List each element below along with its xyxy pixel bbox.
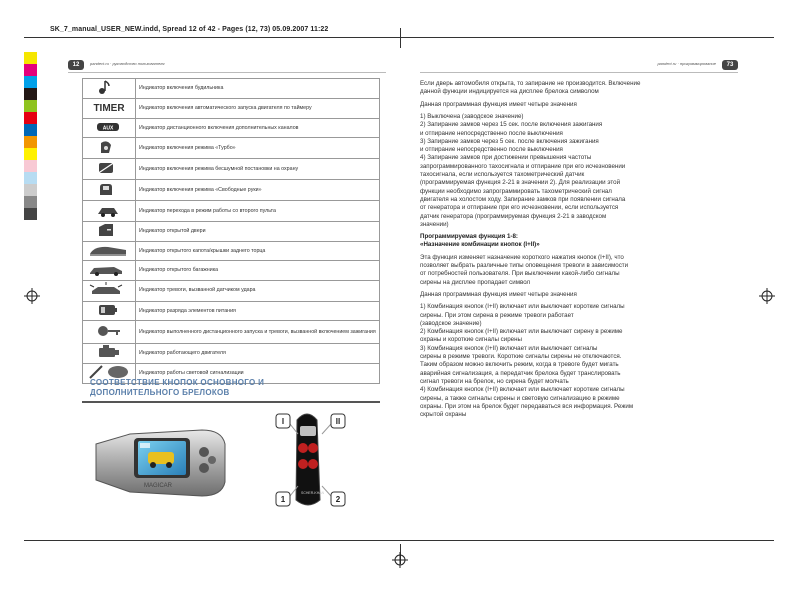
hands-free-icon (95, 181, 123, 200)
indicator-description: Индикатор выполненного дистанционного запуска и тревоги, вызванной включением зажигания (136, 321, 380, 344)
engine-icon (95, 344, 123, 363)
indicator-description: Индикатор работы световой сигнализации (136, 363, 380, 383)
indicator-row (83, 180, 380, 201)
indicator-description: Индикатор перехода в режим работы со второго пульта (136, 201, 380, 222)
alarm-icon (88, 281, 130, 300)
page-number: 12 (68, 60, 84, 70)
color-swatch (24, 196, 37, 208)
text-line: данной функции индицируется на дисплее брелока символом (420, 88, 599, 96)
color-swatch (24, 136, 37, 148)
text-heading: «Назначение комбинации кнопок (I+II)» (420, 241, 540, 249)
indicator-row (83, 222, 380, 242)
indicator-description: Индикатор открытого капота/крышки заднего торца (136, 241, 380, 261)
button-label: I (281, 417, 285, 426)
text-line: сирены в режиме тревоги. Короткие сигналы сирены не отключаются. (420, 353, 622, 360)
text-line: Данная программная функция имеет четыре значения (420, 100, 577, 108)
timer-icon (87, 99, 131, 118)
indicator-row (83, 301, 380, 321)
left-page (68, 60, 386, 530)
indicator-icon-cell (83, 280, 136, 301)
registration-mark-icon (24, 288, 40, 304)
remote-start-icon (95, 323, 123, 342)
trunk-icon (88, 242, 130, 261)
indicator-icon-cell (83, 99, 136, 119)
indicator-icon-cell (83, 79, 136, 99)
text-line: и отпирание непосредственно после выключения (420, 146, 563, 154)
color-swatch (24, 148, 37, 160)
indicator-icon-cell (83, 261, 136, 281)
battery-icon (95, 302, 123, 321)
indicator-icon-cell (83, 222, 136, 242)
indicator-description: Индикатор тревоги, вызванной датчиком удара (136, 280, 380, 301)
color-swatch (24, 52, 37, 64)
text-line: 3) Комбинация кнопок (I+II) включает или выключает сигналы (420, 344, 598, 352)
text-line: Эта функция изменяет назначение короткого нажатия кнопок (I+II), что (420, 253, 624, 261)
text-heading: Программируемая функция 1-8: (420, 233, 518, 241)
color-swatch (24, 208, 37, 220)
indicator-description: Индикатор включения режима «Турбо» (136, 138, 380, 159)
text-line: скрытой охраны (420, 411, 467, 419)
text-line: Данная программная функция имеет четыре значения (420, 290, 577, 298)
trunk-open-icon (88, 261, 130, 280)
indicator-description: Индикатор открытого багажника (136, 261, 380, 281)
text-line: 1) Комбинация кнопок (I+II) включает или выключает короткие сигналы (420, 303, 625, 311)
text-line: от потребностей пользователя. При выключении какой-либо сигналы (420, 270, 620, 278)
color-swatch (24, 172, 37, 184)
indicator-description: Индикатор разряда элементов питания (136, 301, 380, 321)
indicator-icon-cell (83, 321, 136, 344)
text-line: 1) Выключена (заводское значение) (420, 112, 524, 120)
indicator-row (83, 241, 380, 261)
color-swatch (24, 160, 37, 172)
fob-brand: MAGICAR (144, 483, 173, 489)
section-title (90, 378, 264, 398)
silent-icon (95, 160, 123, 179)
text-line: позволяет выбрать различные типы оповещения тревоги в зависимости (420, 262, 629, 269)
registration-mark-icon (392, 552, 408, 568)
indicator-row (83, 280, 380, 301)
indicator-description: Индикатор включения режима «Свободные руки» (136, 180, 380, 201)
color-swatch (24, 100, 37, 112)
indicator-row (83, 261, 380, 281)
text-line: тахосигнала, если используется тахометрический датчик (420, 171, 585, 178)
indicator-row (83, 99, 380, 119)
aux-icon (95, 119, 123, 138)
text-line: запрограммированного тахосигнала и отпирание при его исчезновении (420, 162, 626, 170)
text-line: Таким образом можно включить режим, когда в тревоге будет мигать (420, 361, 619, 369)
color-swatch (24, 124, 37, 136)
text-line: сигнал тревоги на брелок, но сирена будет молчать (420, 377, 569, 385)
crop-mark (24, 37, 774, 38)
indicator-row (83, 138, 380, 159)
text-line: 2) Комбинация кнопок (I+II) включает или выключает сирену в режиме (420, 328, 623, 336)
indicator-row (83, 201, 380, 222)
indicator-icon-cell (83, 344, 136, 364)
color-swatch (24, 88, 37, 100)
text-line: от генератора и отпирание при его исчезновении, если используется (420, 204, 619, 212)
indicator-icon-cell (83, 138, 136, 159)
indicator-icon-cell (83, 118, 136, 138)
note-icon (95, 79, 123, 98)
text-line: аварийная сигнализация, а передатчик брелока будет транслировать (420, 369, 621, 377)
header-text: pandect.ru · программирование (657, 61, 716, 66)
text-line: двигателя на холостом ходу. Запирание замков при появлении сигнала (420, 195, 626, 203)
indicator-icon-cell (83, 201, 136, 222)
key-fob-illustration (82, 404, 380, 514)
color-swatch (24, 64, 37, 76)
text-line: 3) Запирание замков через 5 сек. после включения зажигания (420, 137, 599, 145)
indicator-description: Индикатор включения автоматического запуска двигателя по таймеру (136, 99, 380, 119)
text-line: 2) Запирание замков через 15 сек. после включения зажигания (420, 121, 603, 129)
turbo-icon (95, 139, 123, 158)
indicator-description: Индикатор включения режима бесшумной постановки на охрану (136, 159, 380, 180)
section-title-line: ДОПОЛНИТЕЛЬНОГО БРЕЛОКОВ (90, 388, 230, 397)
indicator-row (83, 159, 380, 180)
text-line: функции необходимо запрограммировать тахометрический сигнал (420, 187, 612, 195)
page-header (68, 60, 386, 73)
button-label: 2 (335, 495, 341, 504)
key-fob-photo (82, 404, 380, 514)
text-line: датчик генератора (программируемая функция 2-21 в заводском (420, 212, 607, 220)
button-label: II (335, 417, 341, 426)
section-rule (82, 401, 380, 403)
text-line: значении) (420, 220, 449, 228)
color-bar (24, 52, 37, 220)
button-label: 1 (280, 495, 286, 504)
color-swatch (24, 112, 37, 124)
text-line: охраны. При этом на брелок будет передаваться вся информация. Режим (420, 402, 634, 410)
svg-text:TIMER: TIMER (93, 103, 125, 114)
svg-text:SCHER-KHAN: SCHER-KHAN (301, 491, 325, 495)
right-page (420, 60, 738, 530)
indicator-description: Индикатор включения будильника (136, 79, 380, 99)
indicator-icon-cell (83, 159, 136, 180)
page-header (420, 60, 738, 73)
service-icon (95, 202, 123, 221)
indicator-row (83, 79, 380, 99)
text-line: 4) Запирание замков при достижении превышения частоты (420, 154, 592, 162)
registration-mark-icon (759, 288, 775, 304)
indicator-row (83, 321, 380, 344)
print-slug: SK_7_manual_USER_NEW.indd, Spread 12 of 42 - Pages (12, 73) 05.09.2007 11:22 (50, 26, 329, 33)
indicator-icon-cell (83, 301, 136, 321)
text-line: и отпирание непосредственно после выключения (420, 129, 563, 137)
text-line: охраны и короткие сигналы сирены (420, 336, 522, 344)
indicator-row (83, 344, 380, 364)
indicator-icon-cell (83, 180, 136, 201)
text-line: (программируемая функция 2-21 в значении 2). Для реализации этой (420, 179, 621, 187)
crop-mark (400, 28, 401, 48)
crop-mark (24, 540, 774, 541)
page-number: 73 (722, 60, 738, 70)
indicator-icon-cell (83, 241, 136, 261)
section-title-line: СООТВЕТСТВИЕ КНОПОК ОСНОВНОГО И (90, 378, 265, 387)
color-swatch (24, 184, 37, 196)
svg-text:AUX: AUX (102, 125, 114, 131)
text-line: (заводское значение) (420, 319, 482, 327)
header-text: pandect.ru · руководство пользователя (90, 61, 165, 66)
text-line: 4) Комбинация кнопок (I+II) включает или выключает короткие сигналы (420, 386, 625, 394)
indicator-table (82, 78, 380, 384)
indicator-description: Индикатор открытой двери (136, 222, 380, 242)
text-line: сирены. При этом сирена в режиме тревоги работает (420, 311, 574, 319)
indicator-row (83, 118, 380, 138)
color-swatch (24, 76, 37, 88)
indicator-description: Индикатор работающего двигателя (136, 344, 380, 364)
text-line: сирены на дисплее пропадает символ (420, 278, 531, 286)
indicator-description: Индикатор дистанционного включения дополнительных каналов (136, 118, 380, 138)
door-icon (95, 222, 123, 241)
text-line: Если дверь автомобиля открыта, то запирание не производится. Включение (420, 80, 641, 87)
text-line: сирены, а также сигналы сирены и световую сигнализацию в режиме (420, 394, 620, 402)
